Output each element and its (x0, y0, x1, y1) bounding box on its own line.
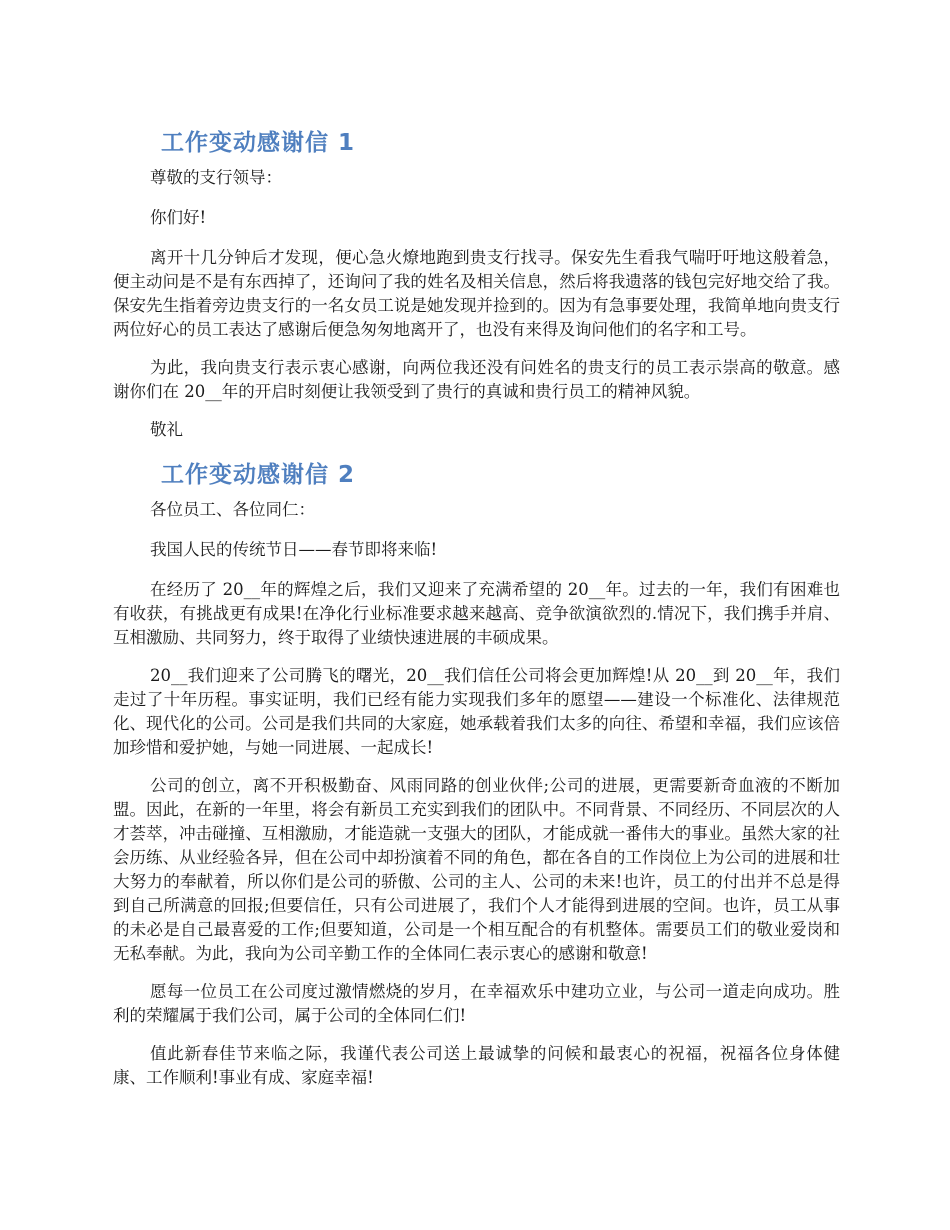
letter-2-title: 工作变动感谢信 2 (161, 462, 356, 488)
letter-2-salutation: 各位员工、各位同仁： (150, 500, 315, 519)
letter-2-paragraph: 在经历了 20__年的辉煌之后，我们又迎来了充满希望的 20__年。过去的一年，我们有困难也有收获，有挑战更有成果!在净化行业标准要求越来越高、竞争欲演欲烈的.情况下，我们携手并肩、互相激励、共同努力，终于取得了业绩快速进展的丰硕成果。 (113, 580, 840, 647)
letter-2-intro: 我国人民的传统节日——春节即将来临! (150, 540, 438, 559)
letter-1 (113, 126, 840, 442)
letter-2-paragraph: 公司的创立，离不开积极勤奋、风雨同路的创业伙伴;公司的进展，更需要新奇血液的不断加盟。因此，在新的一年里，将会有新员工充实到我们的团队中。不同背景、不同经历、不同层次的人才荟萃，冲击碰撞、互相激励，才能造就一支强大的团队，才能成就一番伟大的事业。虽然大家的社会历练、从业经验各异，但在公司中却扮演着不同的角色，都在各自的工作岗位上为公司的进展和壮大努力的奉献着，所以你们是公司的骄傲、公司的主人、公司的未来!也许，员工的付出并不总是得到自己所满意的回报;但要信任，只有公司进展了，我们个人才能得到进展的空间。也许，员工从事的未必是自己最喜爱的工作;但要知道，公司是一个相互配合的有机整体。需要员工们的敬业爱岗和无私奉献。为此，我向为公司辛勤工作的全体同仁表示衷心的感谢和敬意! (113, 776, 840, 963)
letter-1-greeting: 你们好! (150, 208, 207, 227)
letter-1-paragraph: 离开十几分钟后才发现，便心急火燎地跑到贵支行找寻。保安先生看我气喘吁吁地这般着急，便主动问是不是有东西掉了，还询问了我的姓名及相关信息，然后将我遗落的钱包完好地交给了我。保安先生指着旁边贵支行的一名女员工说是她发现并捡到的。因为有急事要处理，我简单地向贵支行两位好心的员工表达了感谢后便急匆匆地离开了，也没有来得及询问他们的名字和工号。 (113, 248, 840, 339)
letter-1-closing: 敬礼 (150, 420, 183, 439)
letter-1-salutation: 尊敬的支行领导： (150, 168, 282, 187)
document-content (113, 126, 840, 1104)
letter-2-paragraph: 20__我们迎来了公司腾飞的曙光，20__我们信任公司将会更加辉煌!从 20__到 20__年，我们走过了十年历程。事实证明，我们已经有能力实现我们多年的愿望——建设一个标准化、法律规范化、现代化的公司。公司是我们共同的大家庭，她承载着我们太多的向往、希望和幸福，我们应该倍加珍惜和爱护她，与她一同进展、一起成长! (113, 666, 840, 757)
letter-2-paragraph: 愿每一位员工在公司度过激情燃烧的岁月，在幸福欢乐中建功立业，与公司一道走向成功。胜利的荣耀属于我们公司，属于公司的全体同仁们! (113, 982, 840, 1025)
letter-1-title: 工作变动感谢信 1 (161, 130, 356, 156)
letter-1-paragraph: 为此，我向贵支行表示衷心感谢，向两位我还没有问姓名的贵支行的员工表示崇高的敬意。感谢你们在 20__年的开启时刻便让我领受到了贵行的真诚和贵行员工的精神风貌。 (113, 358, 840, 401)
letter-2 (113, 458, 840, 1090)
letter-2-paragraph: 值此新春佳节来临之际，我谨代表公司送上最诚挚的问候和最衷心的祝福，祝福各位身体健康、工作顺利!事业有成、家庭幸福! (113, 1044, 840, 1087)
